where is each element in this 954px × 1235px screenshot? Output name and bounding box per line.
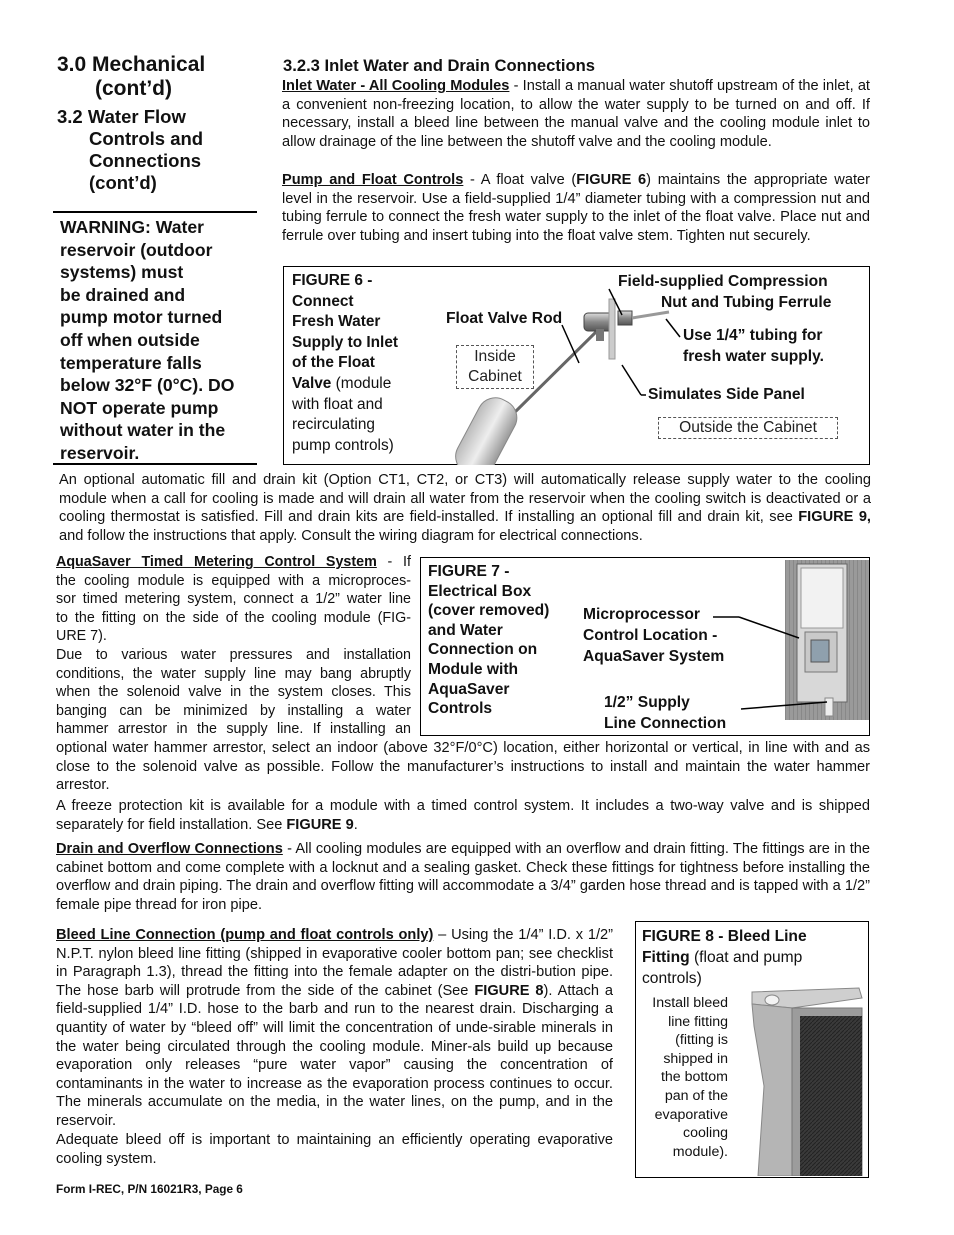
subsection-title: 3.2 Water Flow Controls and Connections (cont’d) — [57, 106, 204, 193]
warning-bottom-rule — [53, 463, 257, 465]
inlet-heading: 3.2.3 Inlet Water and Drain Connections — [283, 56, 595, 75]
figure-6 — [283, 266, 870, 465]
inlet-water-label: Inlet Water - All Cooling Modules — [282, 78, 510, 94]
figure9-ref: FIGURE 9, — [798, 509, 871, 526]
float-valve-rod-label: Float Valve Rod — [446, 310, 563, 327]
compression-nut-label: Field-supplied Compression Nut and Tubing Ferrule — [618, 273, 832, 311]
warning-box: WARNING: Water reservoir (outdoor systems) must be drained and pump motor turned off when outside temperature falls below 32°F (0°C). DO NOT operate pump without water in the reservoir. — [60, 217, 235, 463]
bleed-fitting-photo — [744, 986, 866, 1176]
figure-8 — [635, 921, 869, 1178]
tubing-label: Use 1/4” tubing for fresh water supply. — [683, 327, 824, 365]
warning-top-rule — [53, 211, 257, 213]
outside-cabinet-label: Outside the Cabinet — [658, 417, 838, 439]
optional-kit-paragraph: An optional automatic fill and drain kit (Option CT1, CT2, or CT3) will automatically release supply water to the cooling module when a call for cooling is made and will drain all water from the reservoir when the cooling switch is deactivated or a cooling thermostat is satisfied. Fill and drain kits are field-installed. If installing an optional fill and drain kit, see FIGURE 9, and follow the instructions that apply. Consult the wiring diagram for electrical connections. — [59, 472, 871, 544]
figure7-caption: FIGURE 7 - Electrical Box (cover removed) and Water Connection on Module with AquaSaver Controls — [428, 563, 550, 718]
freeze-protection-paragraph: A freeze protection kit is available for a module with a timed control system. It includes a two-way valve and is shipped separately for field installation. See FIGURE 9. — [56, 798, 870, 833]
inlet-water-paragraph: Inlet Water - All Cooling Modules - Install a manual water shutoff upstream of the inlet, at a convenient non-freezing location, to allow the water supply to be turned on and off. If necessary, install a bleed line between the manual valve and the cooling module inlet to allow drainage of the line between the shutoff valve and the cooling module. — [282, 78, 870, 150]
section-title: 3.0 Mechanical (cont’d) — [57, 53, 206, 100]
figure8-note: Install bleed line fitting (fitting is shipped in the bottom pan of the evaporative cooling module). — [652, 995, 728, 1160]
pump-float-label: Pump and Float Controls — [282, 172, 464, 188]
supply-line-label: 1/2” Supply Line Connection — [604, 694, 727, 732]
microprocessor-label: Microprocessor Control Location - AquaSaver System — [583, 606, 725, 665]
figure-7 — [420, 557, 870, 736]
water-hammer-paragraph: optional water hammer arrestor, select an indoor (above 32°F/0°C) location, either horizontal or vertical, in line with and as close to the solenoid valve as possible. Follow the manufacturer’s instructions to install and maintain the water hammer arrestor. — [56, 740, 870, 794]
figure8-ref: FIGURE 8 — [474, 982, 544, 999]
aquasaver-label: AquaSaver Timed Metering Control System — [56, 554, 377, 570]
drain-overflow-label: Drain and Overflow Connections — [56, 841, 283, 857]
figure6-ref: FIGURE 6 — [576, 172, 647, 188]
drain-overflow-paragraph: Drain and Overflow Connections - All cooling modules are equipped with an overflow and drain fitting. The fittings are in the cabinet bottom and come complete with a locknut and a sealing gasket. Check these fittings for tightness before installing the overflow and drain piping. The drain and overflow fitting will accommodate a 3/4” garden hose thread and is tapped with a 1/2” female pipe thread for iron pipe. — [56, 841, 870, 913]
figure8-caption: FIGURE 8 - Bleed Line Fitting (float and pump controls) — [642, 928, 807, 987]
figure6-caption: FIGURE 6 - Connect Fresh Water Supply to Inlet of the Float Valve (module with float and recirculating pump controls) — [292, 272, 399, 454]
pump-float-paragraph: Pump and Float Controls - A float valve (FIGURE 6) maintains the appropriate water level in the reservoir. Use a field-supplied 1/4” diameter tubing with a compression nut and tubing ferrule to connect the fresh water supply to the inlet of the float valve. Place nut and ferrule over tubing and insert tubing into the float valve stem. Tighten nut securely. — [282, 172, 870, 244]
bleed-line-paragraph: Bleed Line Connection (pump and float controls only) – Using the 1/4” I.D. x 1/2” N.P.T. nylon bleed line fitting (shipped in evaporative cooler bottom pan; see checklist in Paragraph 1.3), thread the fitting into the female adapter on the distri-bution pipe. The hose barb will protrude from the side of the cabinet (See FIGURE 8). Attach a field-supplied 1/4” I.D. hose to the barb and run to the nearest drain. Discharging a quantity of water by “bleed off” will limit the concentration of unde-sirable minerals in the water being circulated through the cooling module. Miner-als build up because evaporation only releases “pure water vapor” causing the concentration of contaminants in the water to increase as the evaporation process continues to occur. The minerals accumulate on the media, in the water lines, on the pump, and in the reservoir. — [56, 927, 613, 1129]
figure7-leaders — [421, 558, 869, 735]
bleed-line-label: Bleed Line Connection (pump and float controls only) — [56, 927, 434, 943]
page-footer: Form I-REC, P/N 16021R3, Page 6 — [56, 1182, 243, 1196]
aquasaver-paragraph: AquaSaver Timed Metering Control System - If the cooling module is equipped with a microproces- sor timed metering system, connect a 1/2” water line to the fitting on the side of the cooling module (FIG- URE 7). Due to various water pressures and installation conditions, the water supply line may bang abruptly when the solenoid valve in the system closes. This banging can be minimized by installing a water hammer arrestor in the supply line. If installing an — [56, 554, 411, 738]
inside-cabinet-label: Inside Cabinet — [456, 345, 534, 389]
bleed-off-paragraph: Adequate bleed off is important to maintaining an efficiently operating evaporative cooling system. — [56, 1132, 613, 1167]
side-panel-label: Simulates Side Panel — [648, 386, 805, 403]
figure9-ref-2: FIGURE 9 — [286, 816, 354, 833]
